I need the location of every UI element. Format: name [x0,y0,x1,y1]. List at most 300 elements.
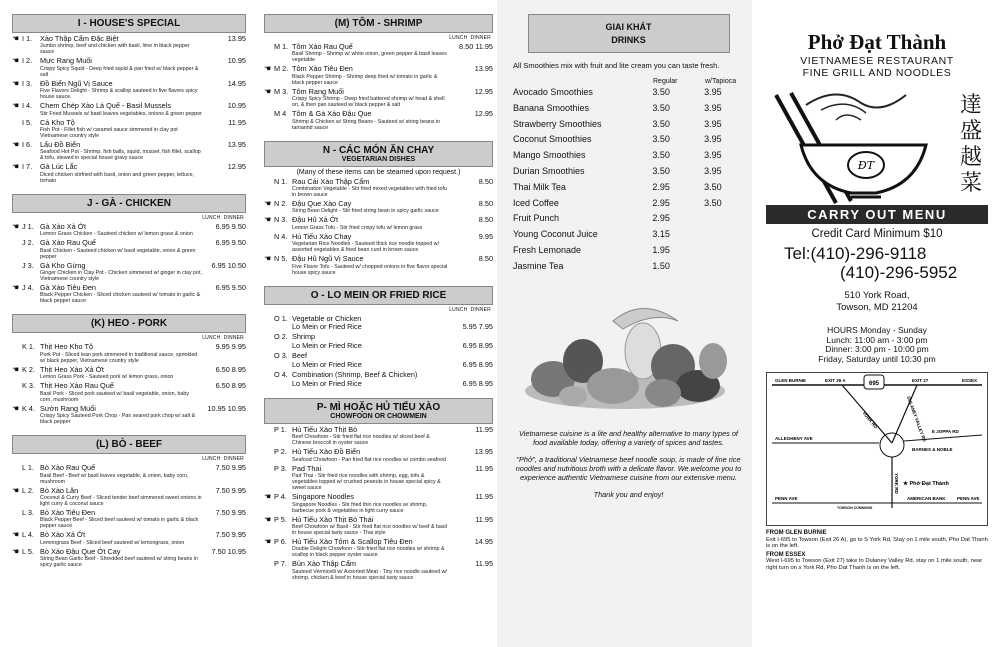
item-name-block [292,178,449,198]
item-code: I 3. [22,78,33,88]
item-name: Gà Xào Xả Ớt [40,221,87,231]
drink-name: Fresh Lemonade [513,244,582,255]
menu-item [12,262,246,282]
item-description: Lemon Grass Tofu - Stir fried crispy tofu w/ lemon grass [292,224,423,231]
item-name-secondary: Lo Mein or Fried Rice [292,378,362,388]
item-code: M 3. [274,86,289,96]
spicy-marker-icon: ☚ [12,364,20,374]
drink-name: Coconut Smoothies [513,134,592,145]
menu-item [12,464,246,484]
phone-numbers [784,244,988,282]
drink-name: Mango Smoothies [513,150,586,161]
phone-2: (410)-296-5952 [840,263,958,282]
map-label-exit26: EXIT 26 A [825,378,846,383]
item-code: O 1. [274,313,288,323]
drink-name: Fruit Punch [513,213,560,224]
item-name-block [292,371,449,388]
drink-price-regular: 3.50 [652,165,670,176]
item-code: P 2. [274,447,287,457]
item-description: Lemon Grass Chicken - Sauteed chicken w/ lemon grass & onion [40,231,193,238]
item-name-block [292,255,449,275]
drink-price-regular: 3.50 [652,150,670,161]
item-price: 11.95 [475,559,493,569]
menu-item [12,405,246,425]
fruit-basket-image [513,291,738,416]
phone-1: Tel:(410)-296-9118 [784,244,927,263]
item-price: 6.95 9.50 [215,238,246,248]
address: 510 York Road, Towson, MD 21204 [836,290,918,313]
section-vegetarian [264,141,493,276]
spicy-marker-icon [12,464,22,484]
item-description: Beef Chowfoon w/ Basil - Stir fried flat rice noodles w/ beef & basil in house special tasty sauce - Thai style [292,523,447,536]
item-price: 9.95 [478,231,493,241]
item-description: Crispy Spicy Squid - Deep fried squid & pan fried w/ black pepper & salt [40,65,199,78]
menu-item [264,200,493,214]
spicy-marker-icon [12,239,22,259]
item-description: Basil Shrimp - Shrimp w/ white onion, green pepper & basil leaves vegetable [292,51,447,64]
item-code: M 1. [274,42,289,51]
item-price: 6.50 8.95 [215,381,246,391]
item-name: Hủ Tiếu Xào Thịt Bò Thái [292,514,374,524]
item-price: 11.95 [475,514,493,524]
menu-item [264,315,493,332]
map-label-york-rd-bottom: YORK RD [894,473,899,494]
drink-price-tapioca: 3.95 [704,134,722,145]
spicy-marker-icon: ☚ [12,546,20,556]
item-code: I 7. [22,162,33,172]
item-price: 6.95 9.50 [215,283,246,293]
item-price: 7.50 10.95 [211,546,246,556]
map-label-towson-commons: TOWSON COMMONS [837,506,873,510]
section-subtitle: VEGETARIAN DISHES [341,155,416,163]
drink-row [513,85,744,101]
item-name-block [292,493,449,513]
spicy-marker-icon [264,448,274,462]
item-description: Vegetarian Rice Noodles - Sauteed thick rice noodle topped w/ assorted vegetables & fried bean curd in brown sauce [292,241,439,254]
restaurant-name: Phở Đạt Thành [807,30,947,54]
item-name: Thịt Heo Xào Xả Ớt [40,364,104,374]
item-name: Thịt Heo Xào Rau Quế [40,381,114,391]
item-name: Lẩu Đồ Biển [40,140,81,150]
map-label-dulaney: DULANEY VALLEY RD [906,395,928,443]
item-price: 11.95 [475,492,493,502]
spicy-marker-icon: ☚ [12,56,20,66]
item-description: Black Pepper Beef - Sliced beef sauteed w/ tomato in garlic & black pepper sauce [40,517,199,530]
drink-name: Young Coconut Juice [513,229,598,240]
item-description: Diced chicken stirfried with basil, onion and green pepper, lettuce, tomato [40,171,194,184]
spicy-marker-icon: ☚ [12,101,20,111]
item-name: Bún Xào Thập Cẩm [292,559,356,569]
item-name-block [40,366,202,380]
menu-item [12,80,246,100]
map-label-glen-burnie: GLEN BURNIE [775,378,807,383]
spicy-marker-icon: ☚ [12,221,20,231]
drink-price-regular: 3.50 [652,102,670,113]
credit-card-note: Credit Card Minimum $10 [811,228,943,240]
item-name-block [40,223,202,237]
item-description: Sauteed Vermicelli w/ Assorted Meat - Tiny rice noodle sauteed w/ shrimp, chicken & beef in house special tasty sauce [292,568,447,581]
item-description: Black Pepper Shrimp - Shrimp deep fried w/ tomato in garlic & black pepper sauce [292,73,438,86]
spicy-marker-icon [12,509,22,529]
item-price: 8.50 [478,215,493,225]
menu-item [12,509,246,529]
item-name: Hủ Tiếu Xào Chay [292,231,352,241]
item-name: Gà Xào Rau Quế [40,238,96,248]
item-name: Bò Xào Đậu Que Ớt Cay [40,546,121,556]
item-description: Combination Vegetable - Stir fried mixed vegetables with fried tofu in brown sauce [292,186,447,199]
spicy-marker-icon [264,178,274,198]
spicy-marker-icon: ☚ [264,492,272,502]
item-description: Jumbo shrimp, beef and chicken with basil, lime in black pepper sauce [40,43,190,56]
drink-price-regular: 2.95 [652,213,670,224]
menu-item [12,102,246,116]
item-name: Singapore Noodles [292,492,355,502]
item-name-block [40,57,202,77]
logo-bowl [766,85,988,205]
item-code: J 1. [22,221,34,231]
item-code: N 4. [274,231,288,241]
drink-row [513,101,744,117]
menu-item [264,448,493,462]
noodle-bowl-icon [766,85,936,205]
item-name-block [40,119,202,139]
spicy-marker-icon [264,371,274,388]
item-description: Five Flavor Tofu - Sauteed w/ chopped onions in five flavor special house spicy sauce [292,263,448,276]
item-price: 6.95 8.95 [462,340,493,350]
item-name: Mực Rang Muối [40,56,92,66]
map-label-joppa: E JOPPA RD [932,429,959,434]
menu-item [12,343,246,363]
item-name-block [292,200,449,214]
item-name-block [40,405,202,425]
section-title: N - CÁC MÓN ĂN CHAY VEGETARIAN DISHES [264,141,493,167]
item-name-block [292,465,449,491]
item-price: 9.95 9.95 [215,342,246,352]
item-description: Black Pepper Chicken - Sliced chicken sauteed w/ tomato in garlic & black pepper sauce [40,292,201,305]
item-price: 6.50 8.95 [215,364,246,374]
item-price: 6.95 8.95 [462,378,493,388]
spicy-marker-icon: ☚ [12,162,20,172]
menu-item [264,88,493,108]
menu-item [12,284,246,304]
drink-price-tapioca: 3.95 [704,150,722,161]
section-title: (M) TÔM - SHRIMP [264,14,493,33]
item-code: P 3. [274,463,287,473]
drink-price-regular: 3.50 [652,87,670,97]
item-code: N 5. [274,254,288,264]
location-map [766,372,988,526]
item-description: Ginger Chicken in Clay Pot - Chicken simmered w/ ginger in clay pot, Vietnamese country style [40,270,202,283]
column-headers: LUNCH DINNER [449,35,491,41]
drink-name: Jasmine Tea [513,260,564,271]
directions: FROM GLEN BURNIE Exit I-695 to Towson (Exit 26 A), go to S York Rd, Stay on 1 mile south, Pho Dat Thanh is on the left. FROM ESSEX West I-695 to Towson (Exit 27) take to Dulaney Valley Rd, stay on 1 mile south, near right turn on s York Rd, Pho Dat Thanh is on the left. [766,530,988,571]
menu-item [264,352,493,369]
menu-item [264,371,493,388]
item-code: L 3. [22,507,34,517]
map-label-exit27: EXIT 27 [912,378,929,383]
item-name: Pad Thai [292,463,322,473]
item-price: 8.50 [478,199,493,209]
menu-item [12,35,246,55]
item-name: Gà Lúc Lắc [40,162,78,172]
drink-price-regular: 3.15 [652,229,670,240]
item-name-block [292,88,449,108]
item-name-block [292,426,449,446]
item-name-block [40,464,202,484]
item-name: Đậu Hũ Xả Ớt [292,215,339,225]
drink-row [513,227,744,243]
item-code: J 4. [22,283,34,293]
item-description: Seafood Hot Pot - Shrimp, fish balls, squid, mussel, fish fillet, scallop & tofu, stewed in special house gravy sauce [40,149,201,162]
section-lomein [264,286,493,388]
item-name: Gà Kho Gừng [40,260,86,270]
menu-panel-middle [252,0,497,647]
item-name: Xào Thập Cẩm Đặc Biệt [40,34,119,43]
spicy-marker-icon: ☚ [12,34,20,43]
menu-item [264,465,493,491]
item-description: Pork Pot - Sliced lean pork simmered in traditional sauce, sprinkled w/ black pepper, Vietnamese country style [40,351,198,364]
item-code: P 5. [274,514,287,524]
map-label-penn-right: PENN AVE [957,496,980,501]
item-name-secondary: Lo Mein or Fried Rice [292,322,362,332]
item-price: 13.95 [227,34,246,43]
drink-price-regular: 3.50 [652,134,670,145]
item-price: 10.95 10.95 [207,403,246,413]
item-code: L 5. [22,546,34,556]
drink-row [513,259,744,275]
item-name: Tôm Xào Tiêu Đen [292,64,353,74]
menu-item [12,163,246,183]
menu-item [264,255,493,275]
section-title: P- MÌ HOẶC HỦ TIẾU XÀO CHOWFOON OR CHOWMEIN [264,398,493,424]
section-title: (L) BÒ - BEEF [12,435,246,454]
item-name-block [40,102,202,116]
item-code: I 4. [22,101,33,111]
spicy-marker-icon: ☚ [264,64,272,74]
item-name-block [40,531,202,545]
menu-item [12,57,246,77]
menu-item [264,65,493,85]
menu-item [264,560,493,580]
restaurant-location-marker: ★ Phở Đạt Thành [903,481,949,487]
item-name: Hủ Tiếu Xào Tôm & Scallop Tiêu Đen [292,536,413,546]
item-price: 6.95 8.95 [462,359,493,369]
section-shrimp [264,14,493,131]
map-label-york-rd-top: YORK RD [861,410,879,430]
item-name-block [292,538,449,558]
section-title: I - HOUSE'S SPECIAL [12,14,246,33]
item-price: 11.95 [475,463,493,473]
spicy-marker-icon [264,560,274,580]
drinks-column-headers: Regular w/Tapioca [653,78,737,85]
drink-price-tapioca: 3.95 [704,118,722,129]
item-description: String Bean Garlic Beef - Shredded beef sauteed w/ string beans in spicy garlic sauce [40,556,198,569]
menu-item [264,538,493,558]
opening-hours: HOURS Monday - Sunday Lunch: 11:00 am - 3:00 pm Dinner: 3:00 pm - 10:00 pm Friday, Saturday until 10:30 pm [818,325,936,364]
item-description: Fish Pot - Fillet fish w/ caramel sauce simmered in clay pot Vietnamese country style [40,127,178,140]
drink-name: Durian Smoothies [513,165,585,176]
spicy-marker-icon: ☚ [12,140,20,150]
drink-row [513,164,744,180]
spicy-marker-icon [264,352,274,369]
item-name-block [292,516,449,536]
item-name-block [40,509,202,529]
drink-price-regular: 1.50 [652,260,670,271]
drink-price-tapioca: 3.95 [704,165,722,176]
item-code: L 2. [22,485,34,495]
restaurant-tagline: VIETNAMESE RESTAURANT FINE GRILL AND NOODLES [800,55,954,79]
drink-price-tapioca: 3.50 [704,181,722,192]
spicy-marker-icon: ☚ [12,485,20,495]
drink-price-tapioca: 3.50 [704,197,722,208]
item-description: Singapore Noodles - Stir fried thin rice noodles w/ shrimp, barbecue pork & vegetables in light curry sauce [292,501,428,514]
item-description: Crispy Spicy Shrimp - Deep fried battered shrimp w/ head & shell on, & then pan sauteed w/ black pepper & salt [292,96,445,109]
item-description: String Bean Delight - Stir fried string bean in spicy garlic sauce [292,208,439,215]
drink-row [513,117,744,133]
item-price: 10.95 [227,101,246,111]
item-code: I 5. [22,117,33,127]
chinese-name: 達 盛 越 菜 [959,93,982,196]
item-name-block [40,487,202,507]
item-name: Đậu Hũ Ngũ Vị Sauce [292,254,364,264]
menu-item [264,333,493,350]
cover-panel [752,0,1000,647]
spicy-marker-icon: ☚ [264,254,272,264]
spicy-marker-icon [264,333,274,350]
item-name: Tôm Xào Rau Quế [292,42,353,51]
item-name: Vegetable or Chicken [292,313,362,323]
item-description: Basil Chicken - Sauteed chicken w/ basil vegetable, onion & green pepper [40,247,196,260]
drink-row [513,243,744,259]
item-description: Shrimp & Chicken w/ String Beans - Sauteed w/ string beans in tamarind sauce [292,118,441,131]
item-code: O 3. [274,351,288,361]
map-label-penn-left: PENN AVE [775,496,798,501]
drink-row [513,211,744,227]
drink-name: Avocado Smoothies [513,87,593,97]
section-chowfoon [264,398,493,581]
item-code: O 4. [274,370,288,380]
item-description: Five Flavors Delight - Shrimp & scallop sauteed in five flavors spicy house sauce. [40,88,198,101]
drink-price-regular: 1.95 [652,244,670,255]
item-price: 5.95 7.95 [462,322,493,332]
item-name: Tôm & Gà Xào Đậu Que [292,109,372,119]
item-code: K 4. [22,403,35,413]
spicy-marker-icon [12,119,22,139]
item-name: Gà Xào Tiêu Đen [40,283,96,293]
drink-price-tapioca [704,211,744,227]
item-name-block [292,65,449,85]
item-price: 8.50 [478,254,493,264]
item-description: Beef Chowfoon - Stir fried flat rice noodles w/ sliced beef & Chinese broccoli in oyster sauce [292,434,430,447]
item-price: 14.95 [474,536,493,546]
interstate-shield: 695 [868,381,880,387]
spicy-marker-icon: ☚ [12,403,20,413]
item-name-secondary: Lo Mein or Fried Rice [292,359,362,369]
menu-item [264,216,493,230]
item-code: L 4. [22,530,34,540]
drink-price-regular: 3.50 [652,118,670,129]
item-description: Seafood Chowfoon - Pan fried flat rice noodles w/ combo seafood [292,456,446,463]
item-price: 7.50 9.95 [215,463,246,473]
item-code: K 2. [22,364,35,374]
item-name-block [40,343,202,363]
item-description: Stir Fried Mussels w/ basil leaves vegetables, onions & green pepper [40,110,202,117]
item-name-block [292,216,449,230]
column-headers: LUNCH DINNER [202,335,244,342]
spicy-marker-icon [12,262,22,282]
item-name-block [40,141,202,161]
item-name: Bò Xào Tiêu Đen [40,507,96,517]
item-code: J 3. [22,260,34,270]
item-name: Shrimp [292,332,316,342]
item-price: 13.95 [227,140,246,150]
item-price: 7.50 9.95 [215,485,246,495]
map-label-allegheny: ALLEGHENY AVE [775,436,813,441]
section-title: J - GÀ - CHICKEN [12,194,246,213]
item-price: 12.95 [474,109,493,119]
spicy-marker-icon [12,382,22,402]
item-price: 7.50 9.95 [215,507,246,517]
spicy-marker-icon [264,233,274,253]
item-code: I 6. [22,140,33,150]
item-name-block [292,43,449,63]
item-name: Tôm Rang Muối [292,86,344,96]
spicy-marker-icon: ☚ [264,514,272,524]
column-headers: LUNCH DINNER [202,214,244,221]
item-code: O 2. [274,332,288,342]
menu-panel-left [0,0,252,647]
item-name: Bò Xào Xả Ớt [40,530,86,540]
spicy-marker-icon [264,110,274,130]
item-description: Pad Thai - Stir fried rice noodles with shrimp, egg, tofu & vegetables topped w/ crushed peanuts in house special spicy & sweet sauce [292,473,441,492]
menu-item [264,516,493,536]
drinks-list [513,85,744,275]
spicy-marker-icon [264,426,274,446]
menu-item [264,493,493,513]
item-code: K 1. [22,342,35,352]
item-name-block [292,315,449,332]
drink-price-tapioca [704,259,744,275]
item-name-block [40,80,202,100]
spicy-marker-icon: ☚ [12,78,20,88]
spicy-marker-icon [264,43,274,63]
item-code: P 4. [274,492,287,502]
item-price: 13.95 [474,64,493,74]
item-price: 7.50 9.95 [215,530,246,540]
item-code: I 1. [22,34,33,43]
item-name: Sườn Rang Muối [40,403,96,413]
map-label-barnes: BARNES & NOBLE [912,447,953,452]
item-code: N 1. [274,176,288,186]
item-description: Crispy Spicy Sauteed Pork Chop - Pan seared pork chop w/ salt & black pepper [40,413,196,426]
spicy-marker-icon: ☚ [264,199,272,209]
column-headers: LUNCH DINNER [449,306,491,313]
section-note: (Many of these items can be steamed upon request.) [296,168,461,176]
map-label-american-bank: AMERICAN BANK [907,496,946,501]
drinks-note: All Smoothies mix with fruit and lite cream you can taste fresh. [513,61,720,70]
spicy-marker-icon: ☚ [12,283,20,293]
item-code: N 3. [274,215,288,225]
item-name-block [292,110,449,130]
item-name: Chem Chép Xào Lá Quế - Basil Mussels [40,101,171,111]
item-price: 8.50 11.95 [459,42,493,51]
item-price: 13.95 [474,447,493,457]
item-description: Basil Pork - Sliced pork sauteed w/ basil vegetable, onion, baby corn, mushroom [40,390,189,403]
spicy-marker-icon: ☚ [264,215,272,225]
item-name-block [40,239,202,259]
item-price: 11.95 [228,117,246,127]
drink-row [513,180,744,196]
